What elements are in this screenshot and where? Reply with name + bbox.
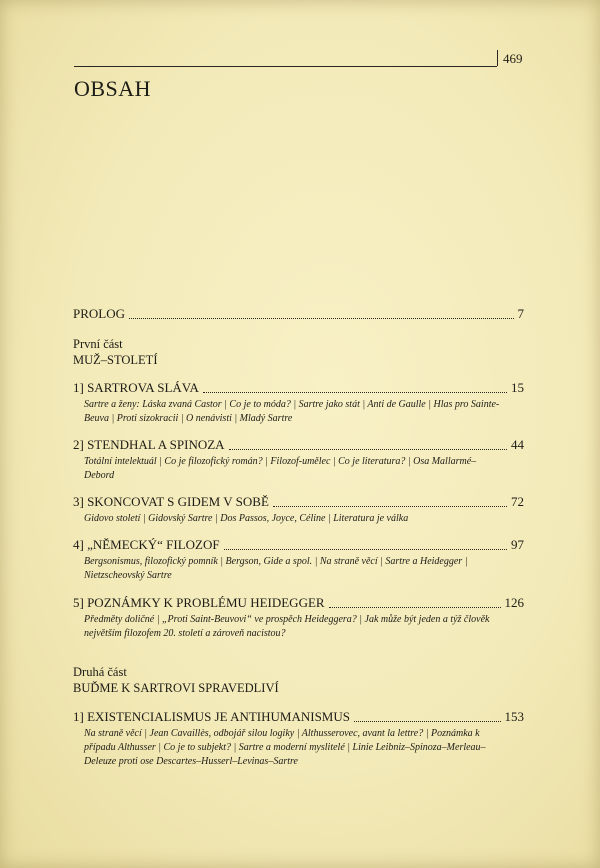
part-label: Druhá část: [73, 665, 127, 679]
toc-entry-chapter: [73, 709, 524, 769]
part-title: MUŽ–STOLETÍ: [73, 353, 158, 367]
toc-entry-title: 2] STENDHAL A SPINOZA: [73, 437, 225, 452]
toc-entry-title: 1] EXISTENCIALISMUS JE ANTIHUMANISMUS: [73, 709, 350, 724]
dot-leader: [224, 548, 507, 550]
toc-entry-page: 7: [517, 306, 524, 321]
dot-leader: [129, 317, 513, 319]
toc-entry-page: 44: [511, 437, 524, 452]
dot-leader: [203, 391, 507, 393]
toc-entry-title: 4] „NĚMECKÝ“ FILOZOF: [73, 537, 220, 552]
dot-leader: [273, 505, 507, 507]
toc-entry-title: 1] SARTROVA SLÁVA: [73, 380, 199, 395]
toc-entry-page: 15: [511, 380, 524, 395]
header-rule-tick: [497, 50, 498, 66]
toc-entry-subtopics: Gidovo století | Gidovský Sartre | Dos Passos, Joyce, Céline | Literatura je válka: [84, 513, 409, 524]
dot-leader: [354, 720, 501, 722]
toc-entry-subtopics: Předměty doličné | „Proti Saint-Beuvovi“ ve prospěch Heideggera? | Jak může být jeden a týž člověk největším filozofem 20. století a zároveň nacistou?: [84, 614, 490, 639]
part-heading-1: [73, 336, 158, 368]
dot-leader: [229, 448, 507, 450]
toc-entry-page: 153: [504, 709, 524, 724]
part-title: BUĎME K SARTROVI SPRAVEDLIVÍ: [73, 681, 279, 695]
toc-entry-page: 97: [511, 537, 524, 552]
toc-entry-chapter: [73, 595, 524, 641]
toc-entry-title: 3] SKONCOVAT S GIDEM V SOBĚ: [73, 494, 269, 509]
header-rule: [74, 66, 497, 67]
toc-entry-subtopics: Totální intelektuál | Co je filozofický román? | Filozof-umělec | Co je literatura? | Osa Mallarmé–Debord: [84, 456, 477, 481]
toc-entry-page: 72: [511, 494, 524, 509]
part-heading-2: [73, 664, 279, 696]
toc-entry-subtopics: Bergsonismus, filozofický pomník | Bergson, Gide a spol. | Na straně věcí | Sartre a Heidegger | Nietzscheovský Sartre: [84, 556, 468, 581]
toc-entry-chapter: [73, 537, 524, 583]
part-label: První část: [73, 337, 123, 351]
toc-entry-chapter: [73, 437, 524, 483]
dot-leader: [329, 606, 501, 608]
toc-entry-subtopics: Sartre a ženy: Láska zvaná Castor | Co je to móda? | Sartre jako stát | Anti de Gaulle | Hlas pro Sainte-Beuva | Proti sizokracii | O nenávisti | Mladý Sartre: [84, 399, 500, 424]
toc-entry-prolog: [73, 306, 524, 322]
toc-entry-title: 5] POZNÁMKY K PROBLÉMU HEIDEGGER: [73, 595, 325, 610]
toc-entry-page: 126: [504, 595, 524, 610]
toc-entry-title: PROLOG: [73, 306, 126, 321]
toc-entry-subtopics: Na straně věcí | Jean Cavaillès, odbojář silou logiky | Althusserovec, avant la lettre? | Poznámka k případu Althusser | Co je to subjekt? | Sartre a moderní myslitelé | Linie Leibniz–Spinoza–Merleau–Deleuze proti ose Descartes–Husserl–Levinas–Sartre: [84, 728, 486, 767]
toc-entry-chapter: [73, 380, 524, 426]
page-number: 469: [503, 51, 523, 66]
page-title: OBSAH: [74, 76, 152, 101]
toc-entry-chapter: [73, 494, 524, 526]
